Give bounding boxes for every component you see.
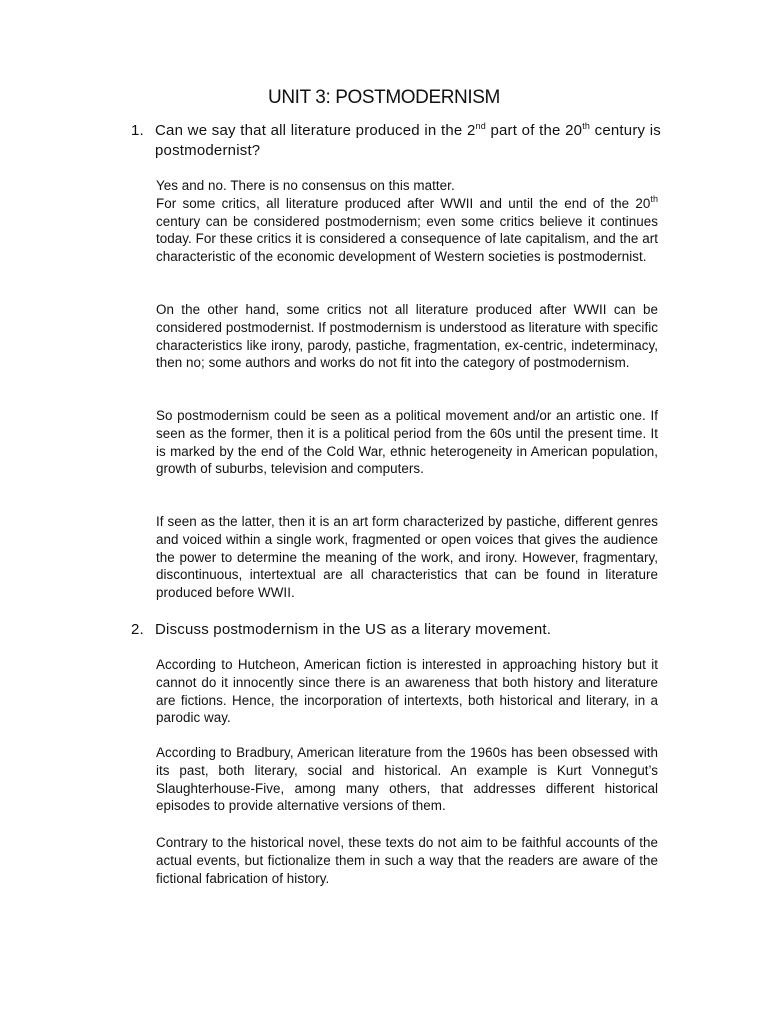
answer-paragraph: On the other hand, some critics not all literature produced after WWII can be considered postmodernist. If postmodernism is understood as literature with specific characteristics like irony, parody, pastiche, fragmentation, ex-centric, indeterminacy, then no; some authors and works do not fit into the category of postmodernism. (156, 302, 658, 371)
superscript: nd (475, 121, 486, 131)
answer-line: Yes and no. There is no consensus on this matter. (156, 178, 455, 193)
answer-paragraph: According to Bradbury, American literature from the 1960s has been obsessed with its past, both literary, social and historical. An example is Kurt Vonnegut’s Slaughterhouse-Five, among many others, that addresses different historical episodes to provide alternative versions of them. (156, 745, 658, 814)
answer-text-part: 20 (635, 195, 651, 211)
answer-paragraph: Contrary to the historical novel, these texts do not aim to be faithful accounts of the actual events, but fictionalize them in such a way that the readers are aware of the fictional fabrication of history. (156, 835, 658, 886)
superscript: th (650, 193, 658, 204)
answer-text-part: century can be considered postmodernism; even some critics believe it continues today. For these critics it is considered a consequence of late capitalism, and the art characteristic of the economic development of Western societies is postmodernist. (156, 213, 658, 265)
question-text-part: part of the 20 (485, 122, 583, 139)
answer-paragraph: According to Hutcheon, American fiction is interested in approaching history but it cannot do it innocently since there is an awareness that both history and literature are fictions. Hence, the incorporation of intertexts, both historical and literary, in a parodic way. (156, 657, 658, 726)
question-1 (133, 121, 661, 161)
answer-paragraph: If seen as the latter, then it is an art form characterized by pastiche, different genres and voiced within a single work, fragmented or open voices that gives the audience the power to determine the meaning of the work, and irony. However, fragmentary, discontinuous, intertextual are all characteristics that can be found in literature produced before WWII. (156, 514, 658, 601)
answer-paragraph: So postmodernism could be seen as a political movement and/or an artistic one. If seen as the former, then it is a political period from the 60s until the present time. It is marked by the end of the Cold War, ethnic heterogeneity in American population, growth of suburbs, television and computers. (156, 408, 658, 477)
answer-text-part: For some critics, all literature produced after WWII and until the end of the (156, 195, 636, 211)
answer-text (156, 195, 658, 266)
question-text-part: Can we say that all literature produced in the 2 (155, 122, 476, 139)
question-number: 1. (131, 122, 144, 139)
question-text: Discuss postmodernism in the US as a literary movement. (155, 621, 552, 638)
question-2 (133, 620, 661, 640)
superscript: th (582, 121, 591, 131)
page-title: UNIT 3: POSTMODERNISM (268, 87, 500, 108)
answer-paragraph (156, 177, 658, 266)
question-text-part: century is postmodernist? (155, 122, 661, 159)
question-number: 2. (131, 621, 144, 638)
question-text (155, 121, 661, 161)
